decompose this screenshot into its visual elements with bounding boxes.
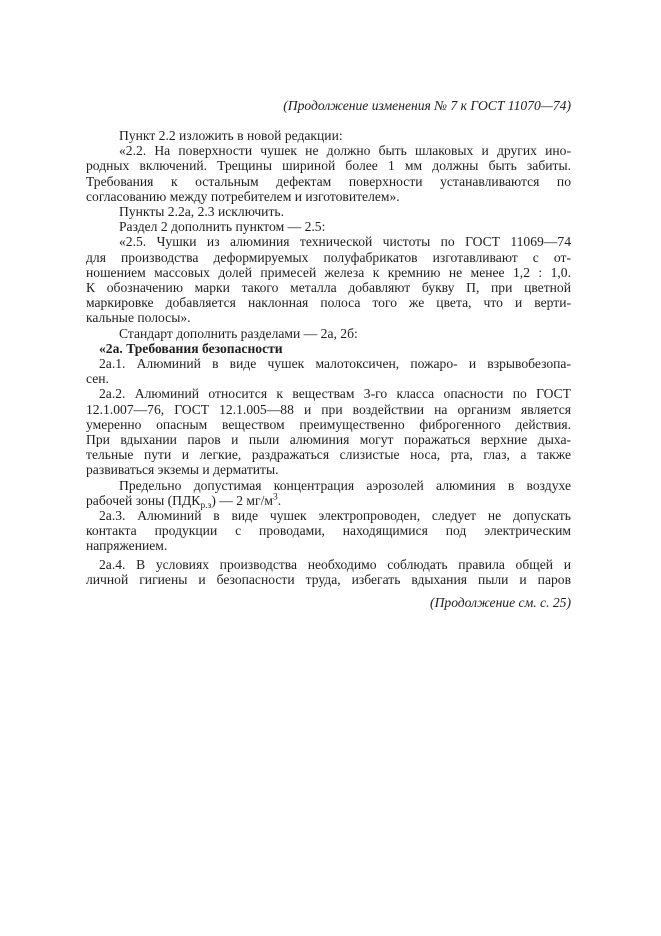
document-paragraph <box>86 234 571 325</box>
document-paragraph <box>86 557 571 587</box>
text-line: развиваться экземы и дерматиты. <box>86 462 279 478</box>
document-paragraph <box>86 204 571 219</box>
text-line: Пункты 2.2а, 2.3 исключить. <box>119 204 284 220</box>
section-heading <box>86 341 571 356</box>
text-line: родных включений. Трещины шириной более 1 мм должны быть забиты. <box>86 158 571 174</box>
text-line: При вдыхании паров и пыли алюминия могут поражаться верхние дыха- <box>86 432 571 448</box>
text-line: напряжением. <box>86 538 168 554</box>
text-line: 2а.2. Алюминий относится к веществам 3-го класса опасности по ГОСТ <box>99 386 571 402</box>
text-line: кальные полосы». <box>86 310 191 326</box>
text-line: 12.1.007—76, ГОСТ 12.1.005—88 и при воздействии на организм является <box>86 401 571 417</box>
document-paragraph <box>86 219 571 234</box>
text-line: для производства деформируемых полуфабрикатов изготавливают с от- <box>86 249 571 265</box>
text-line: маркировке добавляется наклонная полоса того же цвета, что и верти- <box>86 295 571 311</box>
document-paragraph <box>86 143 571 204</box>
text-line: ношением массовых долей примесей железа к кремнию не менее 1,2 : 1,0. <box>86 264 571 280</box>
page-header-note: (Продолжение изменения № 7 к ГОСТ 11070—74) <box>283 98 571 113</box>
text-line: Стандарт дополнить разделами — 2а, 2б: <box>119 325 358 341</box>
document-paragraph <box>86 356 571 386</box>
text-line: «2а. Требования безопасности <box>99 340 283 356</box>
text-line: Пункт 2.2 изложить в новой редакции: <box>119 128 343 143</box>
document-paragraph <box>86 128 571 143</box>
text-line: «2.5. Чушки из алюминия технической чистоты по ГОСТ 11069—74 <box>119 234 571 250</box>
text-line: рабочей зоны $(ПДК_{р.з})$ — 2 $мг/м^3$. <box>86 491 282 511</box>
text-line: 2а.4. В условиях производства необходимо соблюдать правила общей и <box>99 556 571 572</box>
text-line: 2а.1. Алюминий в виде чушек малотоксичен, пожаро- и взрывобезопа- <box>99 356 571 372</box>
text-line: сен. <box>86 371 109 387</box>
text-line: контакта продукции с проводами, находящимися под электрическим <box>86 523 571 539</box>
text-line: тельные пути и легкие, раздражаться слизистые носа, рта, глаз, а также <box>86 447 571 463</box>
document-body <box>86 128 571 587</box>
text-line: личной гигиены и безопасности труда, избегать вдыхания пыли и паров <box>86 571 571 587</box>
text-line: Предельно допустимая концентрация аэрозолей алюминия в воздухе <box>119 477 571 493</box>
text-line: Требования к остальным дефектам поверхности устанавливаются по <box>86 173 571 189</box>
text-line: Раздел 2 дополнить пунктом — 2.5: <box>119 219 326 235</box>
document-paragraph <box>86 386 571 477</box>
document-paragraph <box>86 326 571 341</box>
text-line: согласованию между потребителем и изготовителем». <box>86 188 400 204</box>
document-paragraph <box>86 508 571 554</box>
document-paragraph <box>86 477 571 511</box>
page-footer-note: (Продолжение см. с. 25) <box>430 595 571 611</box>
text-line: К обозначению марки такого металла добавляют букву П, при цветной <box>86 280 571 296</box>
text-line: «2.2. На поверхности чушек не должно быть шлаковых и других ино- <box>119 143 571 159</box>
text-line: умеренно опасным веществом преимущественно фиброгенного действия. <box>86 416 571 432</box>
text-line: 2а.3. Алюминий в виде чушек электропроводен, следует не допускать <box>99 508 571 524</box>
